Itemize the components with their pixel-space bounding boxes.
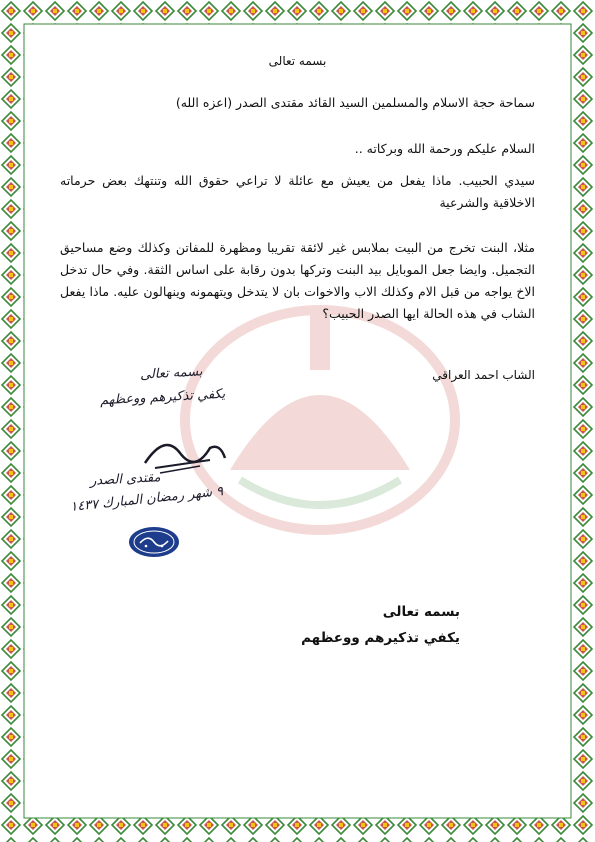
greeting-line: السلام عليكم ورحمة الله وبركاته ..: [354, 141, 535, 156]
basmala-heading: بسمه تعالى: [268, 54, 327, 68]
handwritten-reply-text: يكفي تذكيرهم ووعظهم: [99, 386, 226, 409]
handwritten-signature-name: مقتدى الصدر: [89, 470, 161, 489]
official-seal: [128, 526, 180, 558]
question-paragraph-1: سيدي الحبيب. ماذا يفعل من يعيش مع عائلة لا تراعي حقوق الله وتنتهك بعض حرماته الاخلاقية والشرعية: [60, 173, 535, 210]
letter-page: [30, 30, 565, 812]
handwritten-basmala: بسمه تعالى: [139, 364, 203, 383]
addressee-line: سماحة حجة الاسلام والمسلمين السيد القائد مقتدى الصدر (اعزه الله): [175, 95, 535, 110]
question-paragraph-2: مثلا، البنت تخرج من البيت بملابس غير لائقة تقريبا ومظهرة للمفاتن وكذلك وضع مساحيق التجميل. وايضا جعل الموبايل بيد البنت وتركها بدون رقابة على اساس الثقة. وفي حال تدخل الاخ يواجه من قبل الام وكذلك الاب والاخوات بان لا يتدخل ويتهمونه وينهالون عليه. ماذا يفعل الشاب في هذه الحالة ايها الصدر الحبيب؟: [60, 240, 535, 321]
reply-heading: بسمه تعالى: [382, 604, 460, 620]
reply-text: يكفي تذكيرهم ووعظهم: [301, 630, 460, 646]
sender-name: الشاب احمد العراقي: [432, 368, 535, 382]
handwritten-date: ٩ شهر رمضان المبارك ١٤٣٧: [69, 484, 224, 515]
